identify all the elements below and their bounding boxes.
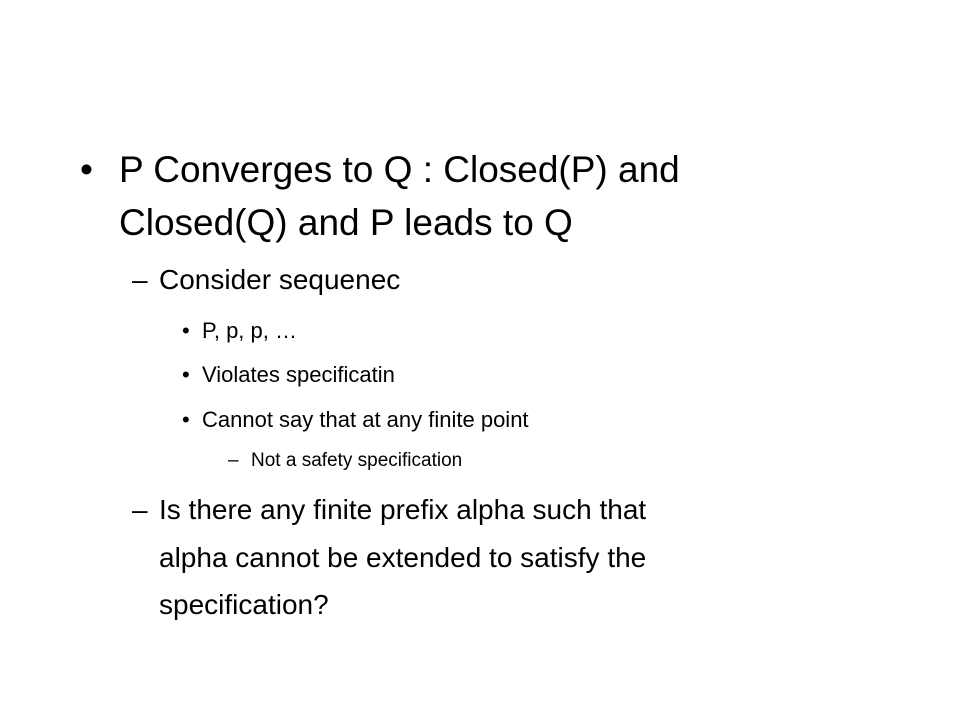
bullet-level1: • [80, 149, 93, 190]
bullet-level3: • [182, 362, 190, 387]
question-line-2: alpha cannot be extended to satisfy the [159, 542, 647, 573]
question-line-3: specification? [159, 589, 329, 620]
dash-level2: – [132, 264, 148, 295]
item-not-safety: Not a safety specification [251, 450, 463, 471]
dash-level2: – [132, 494, 148, 525]
item-sequence: P, p, p, … [202, 318, 297, 343]
item-violates: Violates specificatin [202, 362, 395, 387]
bullet-level3: • [182, 318, 190, 343]
question-line-1: Is there any finite prefix alpha such that [159, 494, 647, 525]
item-cannot-say: Cannot say that at any finite point [202, 407, 529, 432]
dash-level4: – [228, 450, 239, 471]
main-point-line-1: P Converges to Q : Closed(P) and [119, 149, 680, 190]
sub-point-consider: Consider sequenec [159, 264, 401, 295]
main-point-line-2: Closed(Q) and P leads to Q [119, 202, 573, 243]
bullet-level3: • [182, 407, 190, 432]
